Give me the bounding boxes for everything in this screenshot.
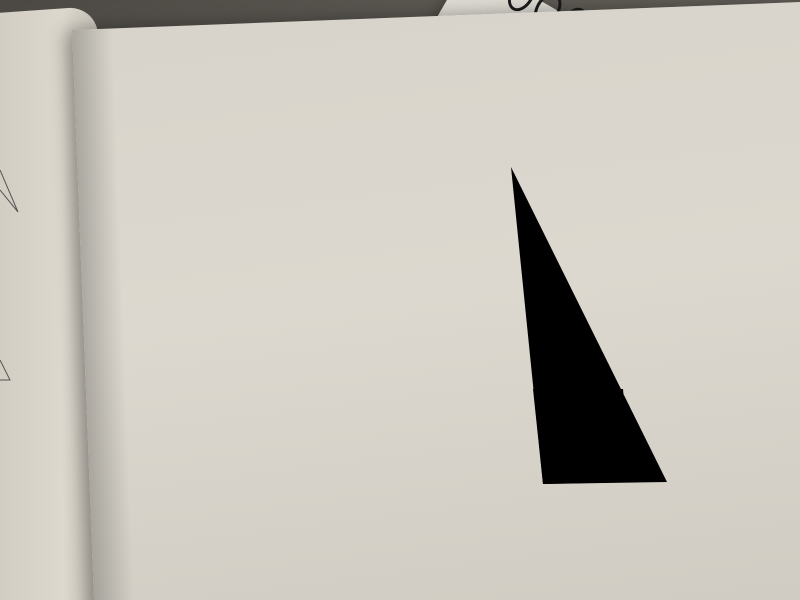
inscribed-square (533, 389, 631, 484)
